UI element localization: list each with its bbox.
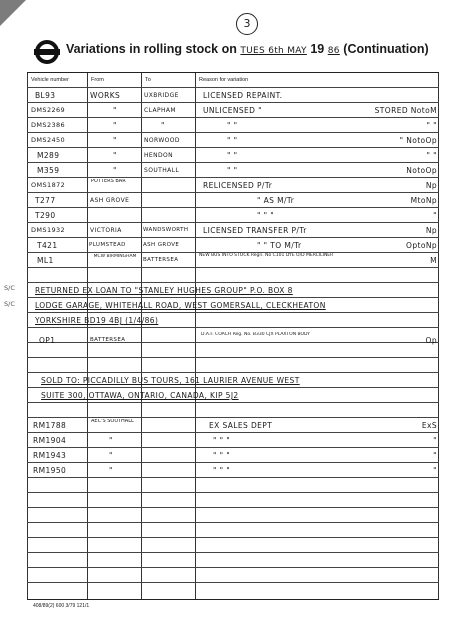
page-number: 3: [236, 13, 258, 35]
row-6-vehicle: OMS1872: [31, 181, 66, 189]
row-rule: [27, 432, 439, 433]
margin-note: S/C: [4, 284, 15, 292]
row-5-to: SOUTHALL: [144, 167, 180, 174]
page-corner-shadow: [0, 0, 26, 26]
row-5-reason: " ": [227, 166, 238, 175]
row-9-to: WANDSWORTH: [143, 227, 189, 233]
row-3-from: ": [113, 136, 117, 145]
row-10-reason: " " TO M/Tr: [257, 241, 302, 250]
title-suffix: (Continuation): [343, 42, 429, 56]
row-rule: [27, 222, 439, 223]
row-rule: [27, 582, 439, 583]
variations-form: [27, 72, 439, 600]
row-8-vehicle: T290: [35, 211, 56, 220]
row-rule: [27, 117, 439, 118]
row-0-from: WORKS: [90, 91, 121, 100]
rm-row-1-from: ": [109, 436, 113, 445]
row-11-reason: NEW BUS INTO STOCK Regn. No C101 DYE O/D MERCILINER: [199, 253, 334, 258]
row-5-extra: NotoOp: [406, 166, 437, 175]
row-7-vehicle: T277: [35, 196, 56, 205]
rm-row-1-reason: " " ": [213, 436, 231, 445]
row-3-vehicle: DMS2450: [31, 136, 66, 144]
row-1-to: CLAPHAM: [144, 107, 176, 114]
row-rule: [27, 207, 439, 208]
form-right-border: [438, 73, 439, 599]
row-8-extra: ": [433, 211, 437, 220]
row-2-from: ": [113, 121, 117, 130]
row-rule: [27, 282, 439, 283]
row-rule: [27, 507, 439, 508]
row-6-from: POTTERS BAR: [91, 179, 126, 184]
rm-row-1-vehicle: RM1904: [33, 436, 67, 445]
op1-reason: D.A.F. COACH Reg. No. B330 CJX PLAXTON BODY: [201, 332, 311, 337]
row-0-to: UXBRIDGE: [144, 92, 179, 99]
column-header-vehicle: Vehicle number: [31, 77, 69, 83]
row-rule: [27, 162, 439, 163]
loan-note-line-1: RETURNED EX LOAN TO "STANLEY HUGHES GROUP" P.O. BOX 8: [35, 286, 293, 295]
row-11-vehicle: ML1: [37, 256, 54, 265]
row-7-extra: MtoNp: [410, 196, 437, 205]
row-rule: [27, 237, 439, 238]
row-rule: [27, 132, 439, 133]
row-rule: [27, 327, 439, 328]
row-rule: [27, 417, 439, 418]
row-2-extra: " ": [426, 121, 437, 130]
rm-row-0-from: AEC'S SOUTHALL: [91, 419, 134, 424]
row-0-reason: LICENSED REPAINT.: [203, 91, 283, 100]
row-rule: [27, 552, 439, 553]
loan-note-line-3: YORKSHIRE BD19 4BJ (1/4/86): [35, 316, 159, 325]
rm-row-3-extra: ": [433, 466, 437, 475]
row-11-extra: M: [430, 256, 437, 265]
row-1-reason: UNLICENSED ": [203, 106, 262, 115]
row-9-vehicle: DMS1932: [31, 226, 66, 234]
row-rule: [27, 462, 439, 463]
rm-row-3-from: ": [109, 466, 113, 475]
title-year: 86: [327, 46, 340, 56]
row-6-extra: Np: [425, 181, 437, 190]
row-rule: [27, 177, 439, 178]
row-rule: [27, 87, 439, 88]
row-rule: [27, 357, 439, 358]
rm-row-2-reason: " " ": [213, 451, 231, 460]
row-rule: [27, 447, 439, 448]
row-4-from: ": [113, 151, 117, 160]
page-title: [66, 42, 438, 56]
row-4-extra: " ": [426, 151, 437, 160]
row-rule: [27, 567, 439, 568]
row-8-reason: " " ": [257, 211, 275, 220]
row-3-to: NORWOOD: [144, 137, 180, 144]
row-6-reason: RELICENSED P/Tr: [203, 181, 273, 190]
column-divider: [87, 73, 88, 599]
row-3-reason: " ": [227, 136, 238, 145]
row-1-from: ": [113, 106, 117, 115]
row-10-vehicle: T421: [37, 241, 58, 250]
row-1-vehicle: DMS2269: [31, 106, 66, 114]
form-left-border: [27, 73, 28, 599]
row-rule: [27, 477, 439, 478]
row-rule: [27, 492, 439, 493]
rm-row-3-vehicle: RM1950: [33, 466, 67, 475]
loan-note-line-2: LODGE GARAGE, WHITEHALL ROAD, WEST GOMERSALL, CLECKHEATON: [35, 301, 326, 310]
row-rule: [27, 192, 439, 193]
rm-row-2-vehicle: RM1943: [33, 451, 67, 460]
row-rule: [27, 102, 439, 103]
row-1-extra: STORED NotoM: [374, 106, 437, 115]
rm-row-0-reason: EX SALES DEPT: [209, 421, 273, 430]
row-2-to: ": [161, 121, 165, 130]
rm-row-2-extra: ": [433, 451, 437, 460]
rm-row-0-vehicle: RM1788: [33, 421, 67, 430]
row-9-from: VICTORIA: [90, 227, 122, 234]
column-header-reason: Reason for variation: [199, 77, 249, 83]
title-prefix: Variations in rolling stock on: [66, 42, 237, 56]
row-9-extra: Np: [425, 226, 437, 235]
row-4-reason: " ": [227, 151, 238, 160]
row-5-from: ": [113, 166, 117, 175]
rm-row-2-from: ": [109, 451, 113, 460]
row-rule: [27, 147, 439, 148]
column-divider: [141, 73, 142, 599]
column-header-from: From: [91, 77, 104, 83]
column-header-to: To: [145, 77, 151, 83]
row-rule: [27, 402, 439, 403]
row-4-to: HENDON: [144, 152, 174, 159]
op1-vehicle: OP1: [39, 336, 56, 345]
row-7-reason: " AS M/Tr: [257, 196, 295, 205]
op1-extra: Op: [425, 336, 437, 345]
form-code-footer: 408/89(2) 600 3/79 121/1: [33, 603, 90, 609]
title-century: 19: [310, 42, 325, 56]
row-rule: [27, 267, 439, 268]
sold-note-line-1: SOLD TO: PICCADILLY BUS TOURS, 161 LAURIER AVENUE WEST: [41, 376, 300, 385]
row-2-reason: " ": [227, 121, 238, 130]
row-5-vehicle: M359: [37, 166, 60, 175]
row-rule: [27, 372, 439, 373]
row-rule: [27, 537, 439, 538]
op1-from: BATTERSEA: [90, 337, 126, 343]
margin-note: S/C: [4, 300, 15, 308]
row-rule: [27, 312, 439, 313]
row-9-reason: LICENSED TRANSFER P/Tr: [203, 226, 307, 235]
row-10-extra: OptoNp: [406, 241, 437, 250]
row-11-to: BATTERSEA: [143, 257, 179, 263]
row-11-from: MCW BIRMINGHAM: [93, 254, 137, 259]
column-divider: [195, 73, 196, 599]
rm-row-1-extra: ": [433, 436, 437, 445]
row-10-from: PLUMSTEAD: [89, 242, 126, 248]
rm-row-3-reason: " " ": [213, 466, 231, 475]
row-rule: [27, 297, 439, 298]
row-rule: [27, 387, 439, 388]
row-3-extra: " NotoOp: [399, 136, 437, 145]
row-rule: [27, 522, 439, 523]
row-4-vehicle: M289: [37, 151, 60, 160]
row-10-to: ASH GROVE: [143, 242, 180, 248]
london-transport-roundel-icon: [34, 39, 60, 65]
title-day-month: TUES 6th MAY: [240, 46, 307, 56]
row-7-from: ASH GROVE: [90, 197, 130, 204]
row-0-vehicle: BL93: [35, 91, 56, 100]
sold-note-line-2: SUITE 300, OTTAWA, ONTARIO, CANADA, KIP 5J2: [41, 391, 239, 400]
row-2-vehicle: DMS2386: [31, 121, 66, 129]
rm-row-0-extra: ExS: [421, 421, 437, 430]
